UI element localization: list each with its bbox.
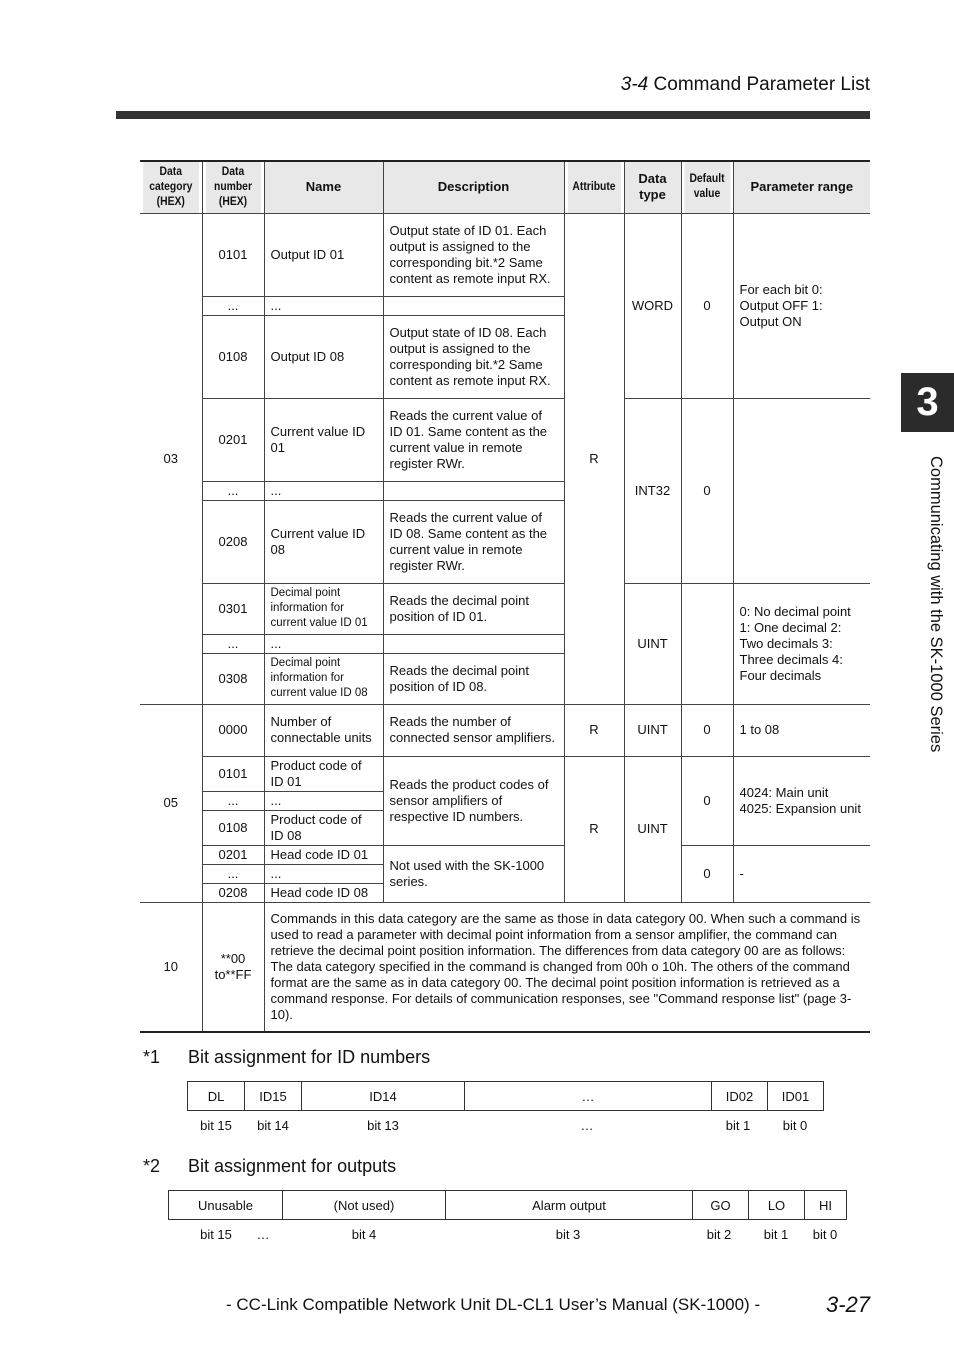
range-cell: For each bit 0: Output OFF 1: Output ON xyxy=(733,213,870,398)
number-cell: 0108 xyxy=(202,810,264,845)
bit-label: bit 14 xyxy=(257,1118,289,1133)
col-name: Name xyxy=(264,161,383,213)
number-cell: ... xyxy=(202,634,264,653)
attribute-cell: R xyxy=(564,213,624,704)
table-row xyxy=(140,704,870,756)
bit-cell: Unusable xyxy=(169,1191,283,1220)
note1-title: Bit assignment for ID numbers xyxy=(188,1047,431,1067)
bit-cell: (Not used) xyxy=(283,1191,446,1220)
default-cell xyxy=(681,583,733,704)
bit-label: bit 3 xyxy=(555,1227,581,1242)
number-cell: 0208 xyxy=(202,883,264,902)
note2-title: Bit assignment for outputs xyxy=(188,1156,397,1176)
chapter-tab: 3 xyxy=(901,373,954,432)
number-cell: 0000 xyxy=(202,704,264,756)
number-cell: 0101 xyxy=(202,756,264,791)
range-cell: 1 to 08 xyxy=(733,704,870,756)
bit-label: bit 15 xyxy=(200,1118,232,1133)
name-cell: ... xyxy=(264,791,383,810)
id-bit-table xyxy=(187,1081,824,1111)
type-cell: UINT xyxy=(624,704,681,756)
number-cell: 0201 xyxy=(202,398,264,481)
footer-manual-title: - CC-Link Compatible Network Unit DL-CL1 User’s Manual (SK-1000) - xyxy=(226,1295,761,1314)
attribute-cell: R xyxy=(564,756,624,902)
name-cell: Output ID 08 xyxy=(264,315,383,398)
range-cell xyxy=(733,398,870,583)
bit-cell: ID01 xyxy=(768,1082,824,1111)
bit-label: bit 1 xyxy=(725,1118,751,1133)
description-cell xyxy=(383,481,564,500)
note2-heading xyxy=(143,1156,397,1177)
number-cell: ... xyxy=(202,296,264,315)
bit-cell: ID14 xyxy=(302,1082,465,1111)
name-cell: ... xyxy=(264,634,383,653)
col-attribute: Attribute xyxy=(567,161,621,213)
table-row xyxy=(140,756,870,791)
col-description: Description xyxy=(383,161,564,213)
description-cell xyxy=(383,634,564,653)
header-rule xyxy=(116,111,870,119)
bit-label: bit 2 xyxy=(706,1227,732,1242)
number-cell: ... xyxy=(202,791,264,810)
name-cell: Output ID 01 xyxy=(264,213,383,296)
bit-cell: LO xyxy=(749,1191,805,1220)
number-cell: 0301 xyxy=(202,583,264,634)
bit-label: bit 15 xyxy=(200,1227,232,1242)
default-cell: 0 xyxy=(681,845,733,902)
bit-label: … xyxy=(256,1227,270,1242)
table-row xyxy=(140,398,870,481)
bit-label: bit 13 xyxy=(367,1118,399,1133)
name-cell: Current value ID 08 xyxy=(264,500,383,583)
col-data-type: Data type xyxy=(624,161,681,213)
default-cell: 0 xyxy=(681,756,733,845)
note1-heading xyxy=(143,1047,431,1068)
col-data-number: Data number (HEX) xyxy=(205,161,261,213)
name-cell: Head code ID 08 xyxy=(264,883,383,902)
bit-label: … xyxy=(580,1118,594,1133)
description-cell: Reads the number of connected sensor amplifiers. xyxy=(383,704,564,756)
section-number: 3-4 xyxy=(620,74,649,95)
name-cell: Head code ID 01 xyxy=(264,845,383,864)
type-cell: UINT xyxy=(624,756,681,902)
table-row xyxy=(140,902,870,1032)
range-cell: 0: No decimal point 1: One decimal 2: Two decimals 3: Three decimals 4: Four decimals xyxy=(733,583,870,704)
name-cell: Decimal point information for current value ID 01 xyxy=(264,583,383,634)
bit-label: bit 0 xyxy=(782,1118,808,1133)
description-cell: Reads the current value of ID 01. Same content as the current value in remote register RWr. xyxy=(383,398,564,481)
bit-cell: … xyxy=(465,1082,712,1111)
category-cell: 03 xyxy=(140,213,202,704)
name-cell: Decimal point information for current value ID 08 xyxy=(264,653,383,704)
page-number: 3-27 xyxy=(825,1292,870,1317)
number-cell: ... xyxy=(202,481,264,500)
range-cell: - xyxy=(733,845,870,902)
number-cell: 0101 xyxy=(202,213,264,296)
name-cell: Product code of ID 08 xyxy=(264,810,383,845)
type-cell: INT32 xyxy=(624,398,681,583)
description-cell: Reads the decimal point position of ID 08. xyxy=(383,653,564,704)
range-cell: 4024: Main unit 4025: Expansion unit xyxy=(733,756,870,845)
chapter-side-title: Communicating with the SK-1000 Series xyxy=(927,456,945,753)
category-cell: 10 xyxy=(140,902,202,1032)
number-cell: 0308 xyxy=(202,653,264,704)
default-cell: 0 xyxy=(681,213,733,398)
table-row xyxy=(140,213,870,296)
description-cell: Output state of ID 01. Each output is assigned to the corresponding bit.*2 Same content as remote input RX. xyxy=(383,213,564,296)
table-row xyxy=(140,583,870,634)
number-cell: 0208 xyxy=(202,500,264,583)
output-bit-table xyxy=(168,1190,847,1220)
note2-mark: *2 xyxy=(143,1156,161,1176)
name-cell: Product code of ID 01 xyxy=(264,756,383,791)
number-cell: ... xyxy=(202,864,264,883)
description-cell xyxy=(383,296,564,315)
col-default-value: Default value xyxy=(684,161,731,213)
attribute-cell: R xyxy=(564,704,624,756)
default-cell: 0 xyxy=(681,398,733,583)
command-parameter-table xyxy=(140,160,870,1033)
bit-cell: GO xyxy=(693,1191,749,1220)
section-header xyxy=(621,74,870,96)
bit-cell: Alarm output xyxy=(446,1191,693,1220)
number-cell: 0108 xyxy=(202,315,264,398)
section-title: Command Parameter List xyxy=(653,74,870,95)
category-cell: 05 xyxy=(140,704,202,902)
name-cell: ... xyxy=(264,481,383,500)
table-row xyxy=(140,845,870,864)
bit-cell: ID15 xyxy=(245,1082,302,1111)
note1-mark: *1 xyxy=(143,1047,161,1067)
type-cell: WORD xyxy=(624,213,681,398)
bit-label: bit 4 xyxy=(351,1227,377,1242)
description-cell: Output state of ID 08. Each output is assigned to the corresponding bit.*2 Same content as remote input RX. xyxy=(383,315,564,398)
name-cell: Current value ID 01 xyxy=(264,398,383,481)
col-parameter-range: Parameter range xyxy=(733,161,870,213)
bit-cell: HI xyxy=(805,1191,847,1220)
name-cell: ... xyxy=(264,296,383,315)
col-data-category: Data category (HEX) xyxy=(143,161,199,213)
description-cell: Not used with the SK-1000 series. xyxy=(383,845,564,902)
description-cell: Reads the current value of ID 08. Same content as the current value in remote register RWr. xyxy=(383,500,564,583)
number-cell: **00 to**FF xyxy=(202,902,264,1032)
name-cell: Number of connectable units xyxy=(264,704,383,756)
description-cell: Reads the product codes of sensor amplifiers of respective ID numbers. xyxy=(383,756,564,845)
type-cell: UINT xyxy=(624,583,681,704)
description-cell: Reads the decimal point position of ID 01. xyxy=(383,583,564,634)
default-cell: 0 xyxy=(681,704,733,756)
name-cell: ... xyxy=(264,864,383,883)
bit-cell: DL xyxy=(188,1082,245,1111)
bit-cell: ID02 xyxy=(712,1082,768,1111)
category-10-description: Commands in this data category are the same as those in data category 00. When such a command is used to read a parameter with decimal point information from a sensor amplifier, the command can retrieve the decimal point position information. The differences from data category 00 are as follows: The data category specified in the command is changed from 00h o 10h. The others of the command format are the same as in data category 00. The decimal point position information is retrieved as a command response. For details of communication responses, see "Command response list" (page 3-10). xyxy=(264,902,870,1032)
bit-label: bit 0 xyxy=(812,1227,838,1242)
bit-label: bit 1 xyxy=(763,1227,789,1242)
number-cell: 0201 xyxy=(202,845,264,864)
